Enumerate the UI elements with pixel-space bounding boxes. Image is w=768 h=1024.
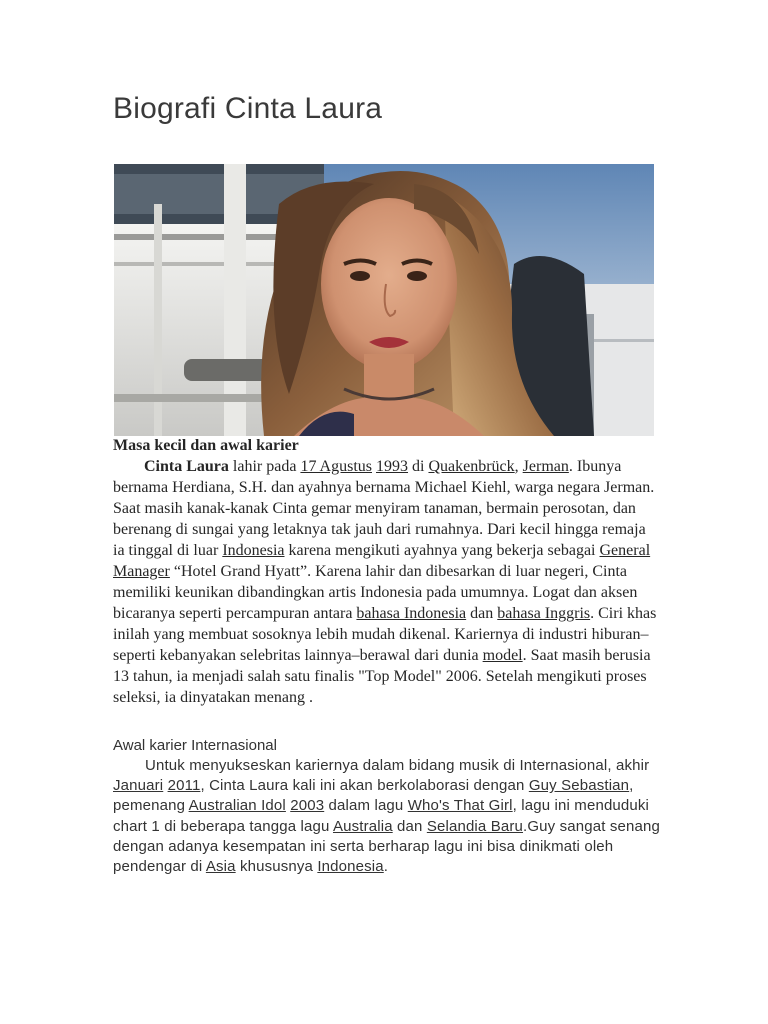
- text: . Ibunya bernama Herdiana, S.H. dan ayahnya bernama Michael Kiehl, warga negara Jerman. Saat masih kanak-kanak Cinta gemar menyiram tanaman, bermain perosotan, dan berenang di sungai yang letaknya tak jauh dari rumahnya. Dari kecil hingga remaja ia tinggal di luar: [113, 458, 655, 559]
- link-date[interactable]: 17 Agustus: [300, 458, 373, 475]
- text: dan: [466, 605, 498, 622]
- text: di: [408, 458, 429, 475]
- text: , pemenang: [113, 777, 634, 815]
- section-international: [113, 736, 673, 877]
- link-country[interactable]: Jerman: [522, 458, 569, 475]
- text: khususnya: [235, 858, 318, 876]
- text: .Guy sangat senang dengan adanya kesempatan ini serta berharap lagu ini bisa dinikmati oleh pendengar di: [113, 817, 660, 876]
- section-childhood: [113, 436, 661, 708]
- link-model[interactable]: model: [482, 647, 523, 664]
- section-heading-international: Awal karier Internasional: [113, 737, 277, 754]
- link-januari[interactable]: Januari: [113, 777, 164, 795]
- link-indonesia[interactable]: Indonesia: [222, 542, 285, 559]
- link-bahasa-indonesia[interactable]: bahasa Indonesia: [356, 605, 467, 622]
- text: , lagu ini menduduki chart 1 di beberapa tangga lagu: [113, 797, 650, 835]
- link-whos-that-girl[interactable]: Who's That Girl: [407, 797, 513, 815]
- text: karena mengikuti ayahnya yang bekerja sebagai: [284, 542, 600, 559]
- link-year[interactable]: 1993: [376, 458, 409, 475]
- text: “Hotel Grand Hyatt”. Karena lahir dan dibesarkan di luar negeri, Cinta memiliki keunikan dibandingkan artis Indonesia pada umumnya. Logat dan aksen bicaranya seperti percampuran antara: [113, 563, 638, 622]
- text: , Cinta Laura kali ini akan berkolaborasi dengan: [200, 777, 529, 795]
- link-indonesia-2[interactable]: Indonesia: [317, 858, 384, 876]
- section-paragraph-childhood: [113, 456, 661, 708]
- section-heading-childhood: Masa kecil dan awal karier: [113, 437, 299, 454]
- section-paragraph-international: [113, 756, 673, 877]
- link-asia[interactable]: Asia: [205, 858, 236, 876]
- link-2003[interactable]: 2003: [290, 797, 325, 815]
- subject-name: Cinta Laura: [144, 458, 229, 475]
- link-australian-idol[interactable]: Australian Idol: [188, 797, 286, 815]
- text: lahir pada: [228, 458, 301, 475]
- text: ,: [514, 458, 523, 475]
- text: .: [383, 858, 389, 876]
- text: dan: [392, 817, 427, 835]
- text: . Ciri khas inilah yang membuat sosoknya lebih mudah dikenal. Kariernya di industri hiburan–seperti kebanyakan selebritas lainnya–berawal dari dunia: [113, 605, 657, 664]
- text: . Saat masih berusia 13 tahun, ia menjadi salah satu finalis "Top Model" 2006. Setelah mengikuti proses seleksi, ia dinyatakan menang .: [113, 647, 651, 706]
- link-selandia-baru[interactable]: Selandia Baru: [426, 817, 524, 835]
- link-2011[interactable]: 2011: [167, 777, 201, 795]
- link-guy-sebastian[interactable]: Guy Sebastian: [528, 777, 630, 795]
- link-bahasa-inggris[interactable]: bahasa Inggris: [497, 605, 591, 622]
- page-title: Biografi Cinta Laura: [113, 92, 383, 125]
- text: Untuk menyukseskan kariernya dalam bidang musik di Internasional, akhir: [145, 757, 650, 774]
- link-general-manager[interactable]: General Manager: [113, 542, 651, 580]
- link-australia[interactable]: Australia: [332, 817, 393, 835]
- portrait-photo: [114, 164, 654, 436]
- text: dalam lagu: [324, 797, 408, 815]
- link-city[interactable]: Quakenbrück: [428, 458, 515, 475]
